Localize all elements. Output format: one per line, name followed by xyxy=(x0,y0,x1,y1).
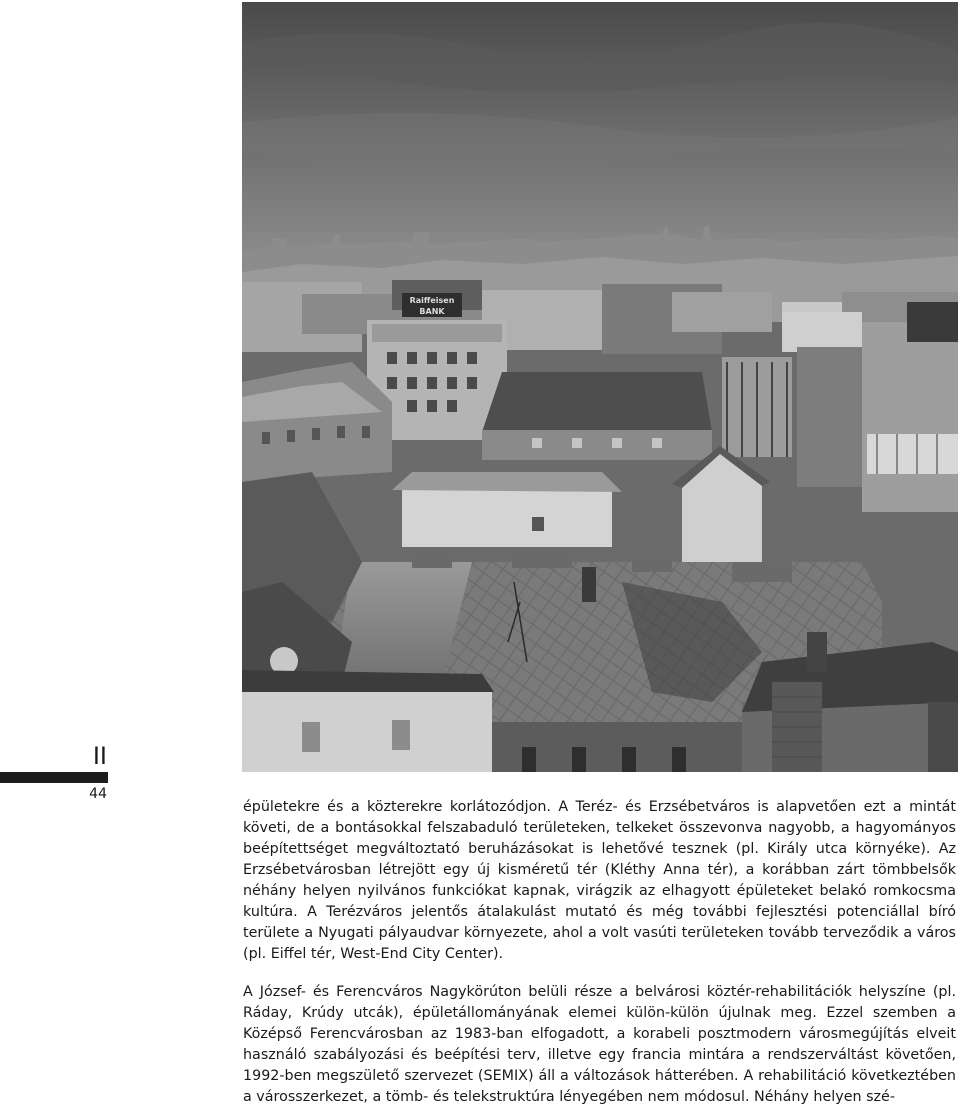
page-number: 44 xyxy=(89,786,107,802)
chapter-number: II xyxy=(92,742,107,770)
foreground-block xyxy=(242,670,494,772)
scaffold-tower xyxy=(722,357,792,457)
chapter-rule xyxy=(0,772,108,783)
bank-sign-line1: Raiffeisen xyxy=(409,296,455,305)
rooftops-illustration xyxy=(242,2,958,772)
body-text xyxy=(243,797,956,1108)
white-gable-house xyxy=(392,446,770,562)
central-dark-roof xyxy=(482,372,712,460)
ornate-building-left xyxy=(242,362,392,482)
bank-sign-line2: BANK xyxy=(419,307,445,316)
city-rooftops-photo xyxy=(242,2,958,772)
paragraph-2: A József- és Ferencváros Nagykörúton belüli része a belvárosi köztér-rehabilitációk helyszíne (pl. Ráday, Krúdy utcák), épületállományának elemei külön-külön újulnak meg. Ezzel szemben a Középső Ferencvárosban az 1983-ban elfogadott, a korabeli posztmodern városmegújítás elveit használó szabályozási és beépítési terv, illetve egy francia mintára a rendszerváltást követően, 1992-ben megszülető szervezet (SEMIX) áll a változások hátterében. A rehabilitáció következtében a városszerkezet, a tömb- és telekstruktúra lényegében nem módosul. Néhány helyen szé- xyxy=(243,984,956,1105)
chapter-marker xyxy=(0,742,108,804)
paragraph-1: épületekre és a közterekre korlátozódjon. A Teréz- és Erzsébetváros is alapvetően ezt a mintát követi, de a bontásokkal felszabaduló területeken, telkeket összevonva nagyobb, a hagyományos beépítettséget megváltoztató beruházásokat is lehetővé tesznek (pl. Király utca környéke). Az Erzsébetvárosban létrejött egy új kisméretű tér (Kléthy Anna tér), a korábban zárt tömbbelsők néhány helyen nyilvános funkciókat kapnak, virágzik az elhagyott épületeket belakó romkocsma kultúra. A Terézváros jelentős átalakulást mutató és még további fejlesztési potenciállal bíró területe a Nyugati pályaudvar környezete, ahol a volt vasúti területeken tovább terveződik a város (pl. Eiffel tér, West-End City Center). xyxy=(243,799,956,962)
left-slopes xyxy=(242,472,362,692)
right-buildings xyxy=(782,302,958,512)
